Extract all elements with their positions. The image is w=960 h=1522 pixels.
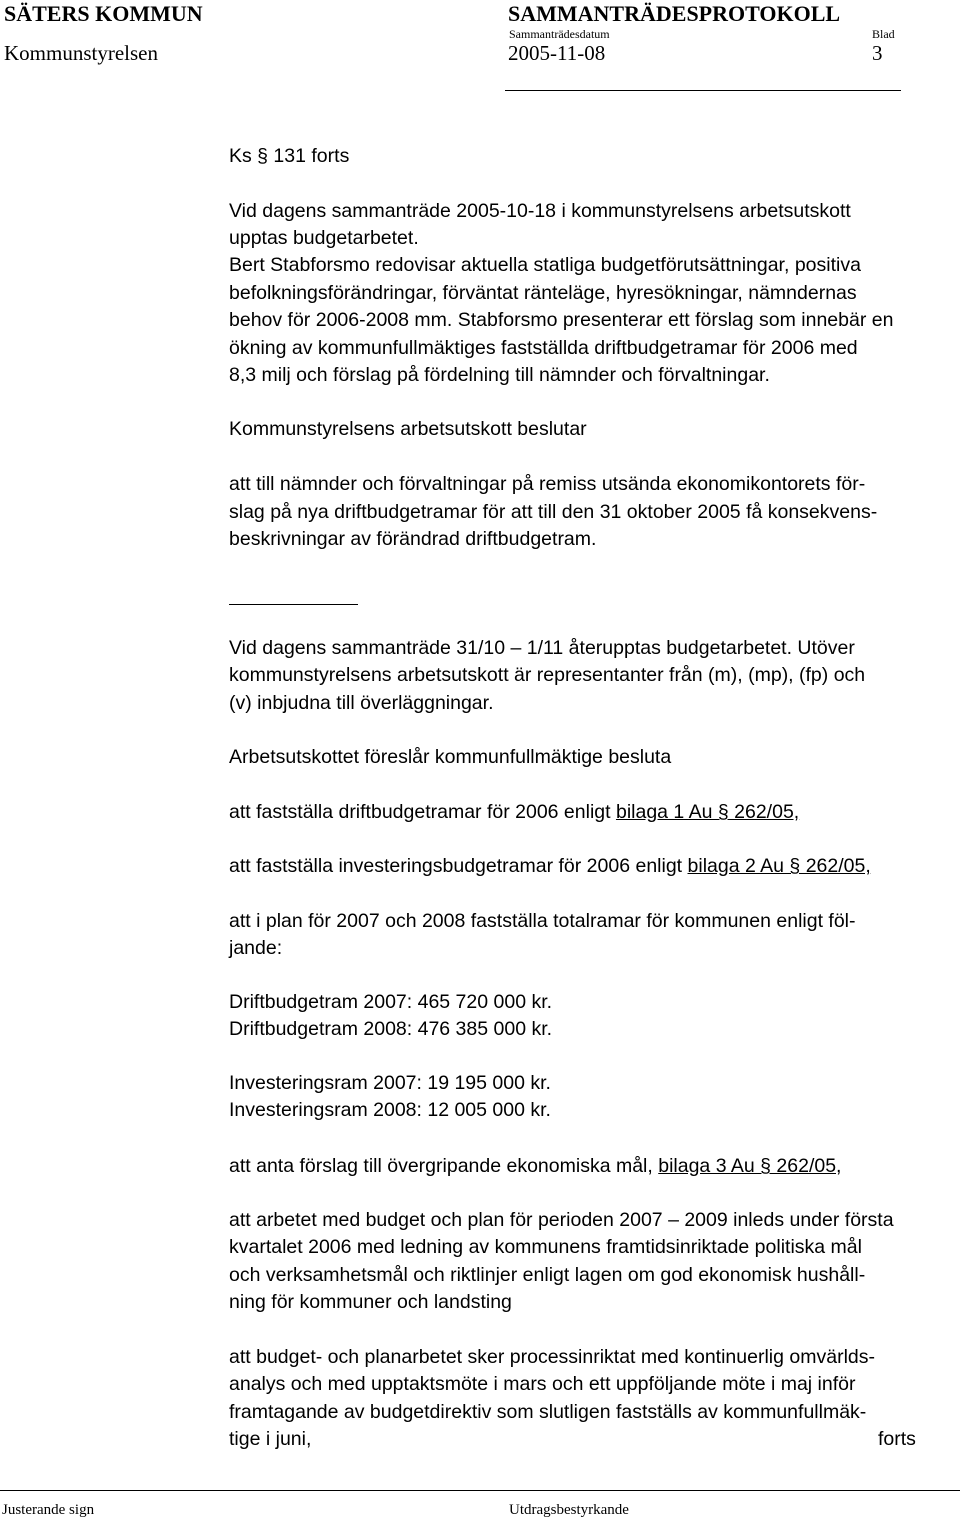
- section-title: Ks § 131 forts: [229, 145, 350, 167]
- paragraph-1-line: befolkningsförändringar, förväntat ränteläge, hyresökningar, nämndernas: [229, 282, 857, 304]
- decision-item-5-line: ning för kommuner och landsting: [229, 1291, 512, 1313]
- paragraph-3-line: att till nämnder och förvaltningar på remiss utsända ekonomikontorets för-: [229, 473, 866, 495]
- decision-item-1: [229, 799, 799, 827]
- decision-item-6-line: analys och med upptaktsmöte i mars och ett uppföljande möte i maj inför: [229, 1373, 856, 1395]
- unit-name: Kommunstyrelsen: [4, 41, 158, 65]
- footer-extract-certification: Utdragsbestyrkande: [509, 1502, 629, 1518]
- decision-item-6-line: tige i juni,: [229, 1428, 312, 1450]
- paragraph-3-line: slag på nya driftbudgetramar för att till den 31 oktober 2005 få konsekvens-: [229, 501, 878, 523]
- investment-frame-2007: Investeringsram 2007: 19 195 000 kr.: [229, 1072, 551, 1094]
- decision-item-4: [229, 1153, 841, 1181]
- proposal-heading: Arbetsutskottet föreslår kommunfullmäktige besluta: [229, 746, 672, 768]
- paragraph-4-line: (v) inbjudna till överläggningar.: [229, 692, 494, 714]
- decision-item-text: att fastställa investeringsbudgetramar för 2006 enligt: [229, 855, 688, 877]
- paragraph-1-line: behov för 2006-2008 mm. Stabforsmo presenterar ett förslag som innebär en: [229, 309, 894, 331]
- paragraph-1-line: upptas budgetarbetet.: [229, 227, 419, 249]
- attachment-reference-1: bilaga 1 Au § 262/05,: [615, 801, 800, 823]
- paragraph-1-line: 8,3 milj och förslag på fördelning till nämnder och förvaltningar.: [229, 364, 770, 386]
- page-label: Blad: [872, 27, 895, 41]
- paragraph-1-line: Vid dagens sammanträde 2005-10-18 i kommunstyrelsens arbetsutskott: [229, 200, 851, 222]
- decision-item-text: att anta förslag till övergripande ekonomiska mål,: [229, 1155, 659, 1177]
- paragraph-4-line: kommunstyrelsens arbetsutskott är representanter från (m), (mp), (fp) och: [229, 664, 866, 686]
- page-number: 3: [872, 41, 883, 65]
- decision-item-3-line: att i plan för 2007 och 2008 fastställa totalramar för kommunen enligt föl-: [229, 910, 856, 932]
- decision-item-2: [229, 853, 871, 881]
- paragraph-4-line: Vid dagens sammanträde 31/10 – 1/11 återupptas budgetarbetet. Utöver: [229, 637, 855, 659]
- paragraph-1-line: ökning av kommunfullmäktiges fastställda driftbudgetramar för 2006 med: [229, 337, 858, 359]
- decision-item-5-line: kvartalet 2006 med ledning av kommunens framtidsinriktade politiska mål: [229, 1236, 862, 1258]
- date-label: Sammanträdesdatum: [509, 27, 610, 41]
- decision-item-3-line: jande:: [229, 937, 283, 959]
- decision-item-6-line: framtagande av budgetdirektiv som slutligen fastställs av kommunfullmäk-: [229, 1401, 867, 1423]
- budget-frame-2007: Driftbudgetram 2007: 465 720 000 kr.: [229, 991, 553, 1013]
- meeting-date: 2005-11-08: [508, 41, 606, 65]
- decision-item-5-line: och verksamhetsmål och riktlinjer enligt lagen om god ekonomisk hushåll-: [229, 1264, 866, 1286]
- budget-frame-2008: Driftbudgetram 2008: 476 385 000 kr.: [229, 1018, 553, 1040]
- header-rule: [505, 90, 901, 91]
- attachment-reference-3: bilaga 3 Au § 262/05,: [658, 1155, 842, 1177]
- decision-item-6-line: att budget- och planarbetet sker processinriktat med kontinuerlig omvärlds-: [229, 1346, 875, 1368]
- paragraph-1-line: Bert Stabforsmo redovisar aktuella statliga budgetförutsättningar, positiva: [229, 254, 861, 276]
- separator-line: [229, 604, 358, 605]
- investment-frame-2008: Investeringsram 2008: 12 005 000 kr.: [229, 1099, 551, 1121]
- paragraph-3-line: beskrivningar av förändrad driftbudgetram.: [229, 528, 597, 550]
- decision-heading: Kommunstyrelsens arbetsutskott beslutar: [229, 418, 587, 440]
- footer-adjusting-signature: Justerande sign: [2, 1502, 95, 1518]
- continued-marker: forts: [878, 1428, 916, 1450]
- org-name: SÄTERS KOMMUN: [4, 1, 203, 26]
- decision-item-text: att fastställa driftbudgetramar för 2006 enligt: [229, 801, 616, 823]
- document-type: SAMMANTRÄDESPROTOKOLL: [508, 1, 841, 26]
- footer-rule: [0, 1490, 960, 1491]
- attachment-reference-2: bilaga 2 Au § 262/05,: [687, 855, 871, 877]
- decision-item-5-line: att arbetet med budget och plan för perioden 2007 – 2009 inleds under första: [229, 1209, 894, 1231]
